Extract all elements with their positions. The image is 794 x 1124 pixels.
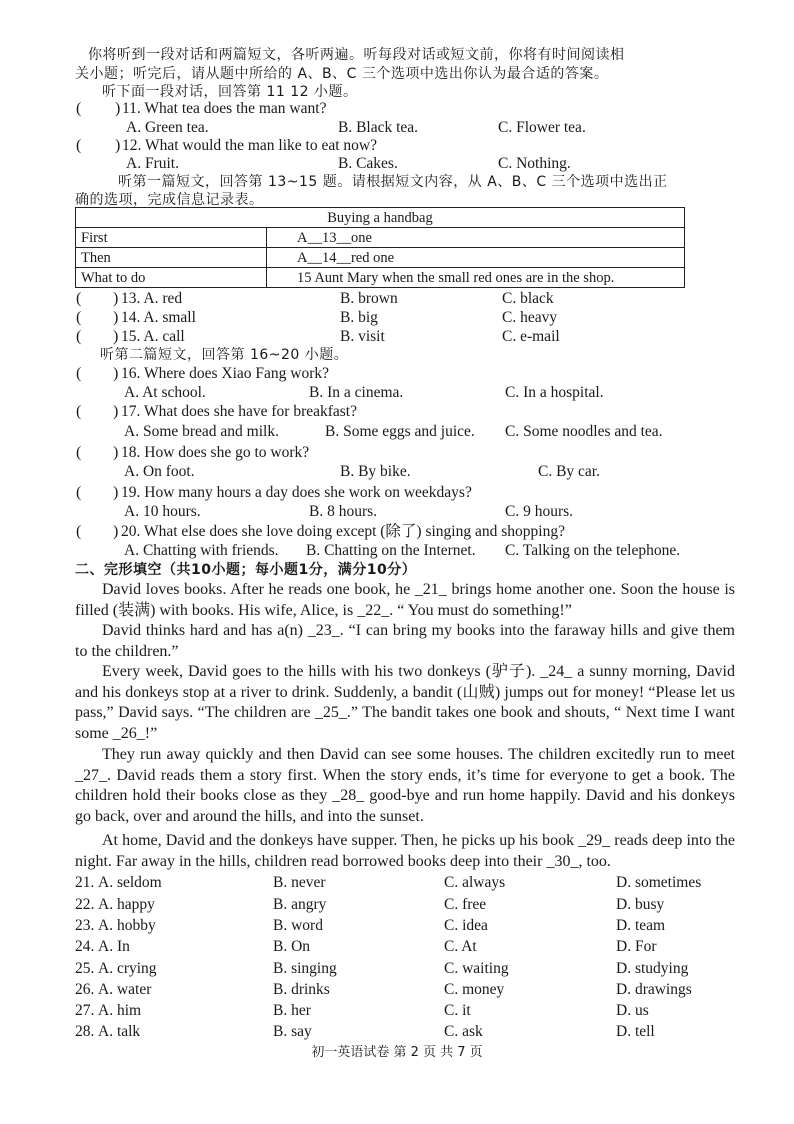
option-b: B. never — [273, 874, 326, 891]
q14-option-b: B. big — [340, 309, 378, 326]
option-b: B. say — [273, 1023, 312, 1040]
question-17: 17. What does she have for breakfast? — [121, 403, 357, 420]
q15-option-b: B. visit — [340, 328, 385, 345]
option-number: 22. — [75, 896, 95, 913]
option-a: A. talk — [98, 1023, 141, 1040]
question-19: 19. How many hours a day does she work on weekdays? — [121, 484, 472, 501]
q16-option-a: A. At school. — [124, 384, 206, 401]
info-record-table — [75, 207, 685, 288]
q16-option-c: C. In a hospital. — [505, 384, 604, 401]
answer-paren-open: ( — [76, 137, 82, 154]
option-a: A. crying — [98, 960, 157, 977]
answer-paren-open: ( — [76, 309, 82, 326]
q13-option-c: C. black — [502, 290, 554, 307]
answer-paren-open: ( — [76, 444, 82, 461]
option-b: B. word — [273, 917, 323, 934]
option-d: D. team — [616, 917, 666, 934]
option-a: A. hobby — [98, 917, 156, 934]
listening-instruction-line-2: 关小题；听完后，请从题中所给的 A、B、C 三个选项中选出你认为最合适的答案。 — [75, 66, 609, 82]
q13-option-b: B. brown — [340, 290, 398, 307]
answer-paren-close: ) — [113, 290, 119, 307]
q14-option-c: C. heavy — [502, 309, 558, 326]
q11-option-c: C. Flower tea. — [498, 119, 586, 136]
cloze-heading: 二、完形填空（共10小题；每小题1分，满分10分） — [75, 562, 417, 578]
q12-option-a: A. Fruit. — [126, 155, 179, 172]
answer-paren-close: ) — [113, 403, 119, 420]
option-number: 28. — [75, 1023, 95, 1040]
table-row — [76, 268, 685, 288]
option-number: 27. — [75, 1002, 95, 1019]
table-title: Buying a handbag — [76, 208, 685, 228]
answer-paren-open: ( — [76, 100, 82, 117]
option-b: B. On — [273, 938, 311, 955]
table-cell-value: A__13__one — [267, 228, 685, 248]
q19-option-b: B. 8 hours. — [309, 503, 378, 520]
question-14: 14. A. small — [121, 309, 196, 326]
answer-paren-close: ) — [113, 328, 119, 345]
q11-option-a: A. Green tea. — [126, 119, 209, 136]
answer-paren-open: ( — [76, 290, 82, 307]
option-c: C. always — [444, 874, 506, 891]
passage2-heading: 听第二篇短文，回答第 16~20 小题。 — [100, 347, 349, 363]
option-a: A. him — [98, 1002, 142, 1019]
option-d: D. tell — [616, 1023, 655, 1040]
answer-paren-open: ( — [76, 403, 82, 420]
question-18: 18. How does she go to work? — [121, 444, 310, 461]
option-a: A. seldom — [98, 874, 162, 891]
option-c: C. At — [444, 938, 477, 955]
answer-paren-close: ) — [113, 523, 119, 540]
option-number: 25. — [75, 960, 95, 977]
option-number: 26. — [75, 981, 95, 998]
option-c: C. free — [444, 896, 487, 913]
option-b: B. singing — [273, 960, 337, 977]
q20-option-a: A. Chatting with friends. — [124, 542, 279, 559]
option-c: C. it — [444, 1002, 471, 1019]
q11-option-b: B. Black tea. — [338, 119, 419, 136]
q20-option-b: B. Chatting on the Internet. — [306, 542, 476, 559]
cloze-paragraph-3: Every week, David goes to the hills with his two donkeys (驴子). _24_ a sunny morning, David and his donkeys stop at a river to drink. Suddenly, a bandit (山贼) jumps out for money! “Please let us pass,” David says. “The children are _25_.” The bandit takes one book and shouts, “ Next time I want some _26_!” — [75, 663, 735, 743]
option-b: B. her — [273, 1002, 311, 1019]
q12-option-c: C. Nothing. — [498, 155, 571, 172]
question-20: 20. What else does she love doing except (除了) singing and shopping? — [121, 523, 565, 540]
dialogue-heading: 听下面一段对话，回答第 11 12 小题。 — [102, 84, 358, 100]
table-row — [76, 228, 685, 248]
q12-option-b: B. Cakes. — [338, 155, 398, 172]
answer-paren-close: ) — [115, 100, 121, 117]
option-b: B. drinks — [273, 981, 330, 998]
cloze-paragraph-1: David loves books. After he reads one book, he _21_ brings home another one. Soon the house is filled (装满) with books. His wife, Alice, is _22_. “ You must do something!” — [75, 581, 735, 619]
table-cell-label: What to do — [76, 268, 267, 288]
passage1-heading-line-1: 听第一篇短文，回答第 13~15 题。请根据短文内容，从 A、B、C 三个选项中选出正 — [118, 174, 668, 190]
question-16: 16. Where does Xiao Fang work? — [121, 365, 330, 382]
option-d: D. sometimes — [616, 874, 702, 891]
q18-option-a: A. On foot. — [124, 463, 195, 480]
q20-option-c: C. Talking on the telephone. — [505, 542, 681, 559]
option-number: 21. — [75, 874, 95, 891]
option-d: D. drawings — [616, 981, 692, 998]
option-c: C. waiting — [444, 960, 509, 977]
q19-option-c: C. 9 hours. — [505, 503, 574, 520]
answer-paren-open: ( — [76, 484, 82, 501]
option-c: C. idea — [444, 917, 488, 934]
table-cell-value: 15 Aunt Mary when the small red ones are in the shop. — [267, 268, 685, 288]
question-12: 12. What would the man like to eat now? — [122, 137, 377, 154]
option-d: D. busy — [616, 896, 665, 913]
passage1-heading-line-2: 确的选项，完成信息记录表。 — [75, 192, 264, 208]
cloze-paragraph-4: They run away quickly and then David can see some houses. The children excitedly run to meet _27_. David reads them a story first. When the story ends, it’s time for everyone to get a book. The children hold their books close as they _28_ good-bye and run home happily. David and his donkeys go back, over and around the hills, and into the sunset. — [75, 746, 735, 826]
cloze-paragraph-5: At home, David and the donkeys have supper. Then, he picks up his book _29_ reads deep into the night. Far away in the hills, children read borrowed books deep into their _30_, too. — [75, 832, 735, 870]
question-13: 13. A. red — [121, 290, 183, 307]
q15-option-c: C. e-mail — [502, 328, 560, 345]
option-d: D. studying — [616, 960, 689, 977]
option-a: A. In — [98, 938, 130, 955]
table-cell-label: Then — [76, 248, 267, 268]
answer-paren-close: ) — [113, 444, 119, 461]
answer-paren-close: ) — [113, 309, 119, 326]
q18-option-b: B. By bike. — [340, 463, 411, 480]
answer-paren-open: ( — [76, 523, 82, 540]
q17-option-b: B. Some eggs and juice. — [325, 423, 475, 440]
option-a: A. water — [98, 981, 152, 998]
option-d: D. For — [616, 938, 657, 955]
option-b: B. angry — [273, 896, 327, 913]
page-footer: 初一英语试卷 第 2 页 共 7 页 — [311, 1045, 483, 1060]
q17-option-a: A. Some bread and milk. — [124, 423, 279, 440]
answer-paren-open: ( — [76, 328, 82, 345]
answer-paren-open: ( — [76, 365, 82, 382]
answer-paren-close: ) — [113, 365, 119, 382]
answer-paren-close: ) — [115, 137, 121, 154]
option-number: 24. — [75, 938, 95, 955]
q19-option-a: A. 10 hours. — [124, 503, 201, 520]
question-11: 11. What tea does the man want? — [122, 100, 327, 117]
table-cell-value: A__14__red one — [267, 248, 685, 268]
option-c: C. money — [444, 981, 505, 998]
listening-instruction-line-1: 你将听到一段对话和两篇短文，各听两遍。听每段对话或短文前，你将有时间阅读相 — [88, 47, 625, 63]
option-a: A. happy — [98, 896, 155, 913]
q16-option-b: B. In a cinema. — [309, 384, 404, 401]
cloze-paragraph-2: David thinks hard and has a(n) _23_. “I can bring my books into the faraway hills and give them to the children.” — [75, 622, 735, 660]
table-cell-label: First — [76, 228, 267, 248]
q17-option-c: C. Some noodles and tea. — [505, 423, 663, 440]
question-15: 15. A. call — [121, 328, 185, 345]
table-row — [76, 248, 685, 268]
option-d: D. us — [616, 1002, 649, 1019]
option-c: C. ask — [444, 1023, 483, 1040]
answer-paren-close: ) — [113, 484, 119, 501]
option-number: 23. — [75, 917, 95, 934]
q18-option-c: C. By car. — [538, 463, 600, 480]
